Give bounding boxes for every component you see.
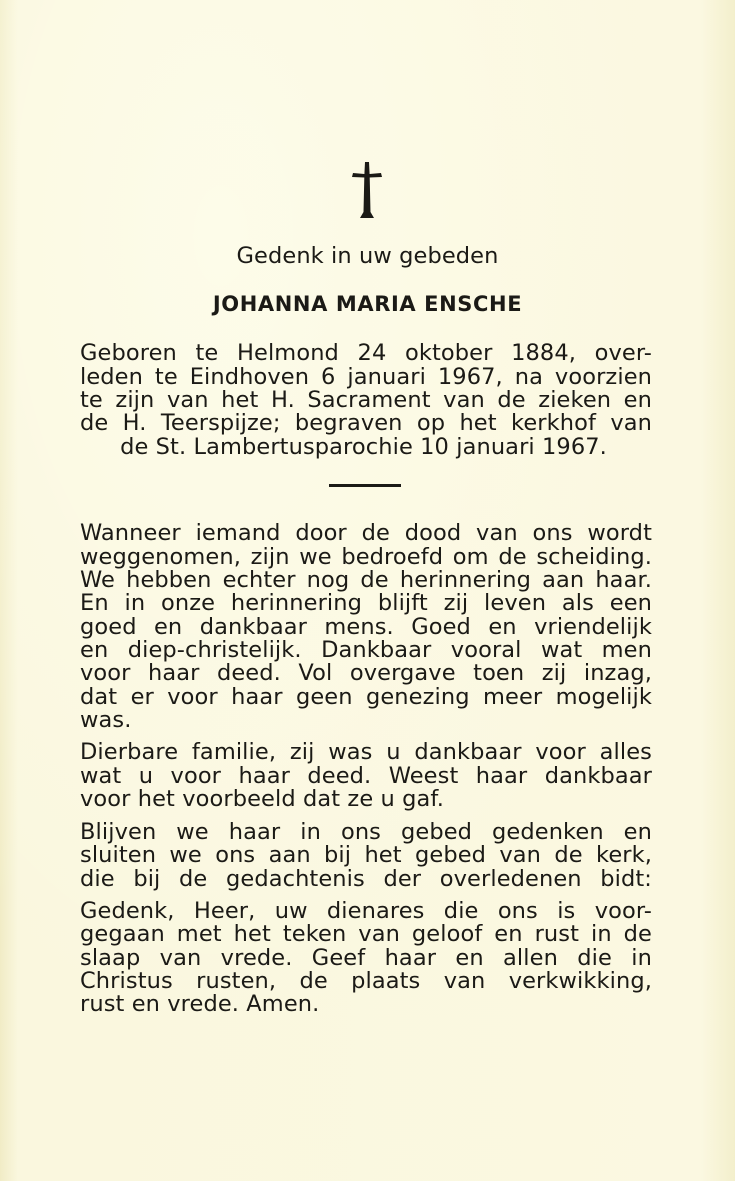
prayer-line: rust en vrede. Amen. xyxy=(80,991,320,1017)
paragraph-line: sluiten we ons aan bij het gebed van de kerk, xyxy=(80,842,652,868)
bio-line: de H. Teerspijze; begraven op het kerkhof van xyxy=(80,410,652,436)
prayer-line: slaap van vrede. Geef haar en allen die in xyxy=(80,945,652,971)
bio-line: Geboren te Helmond 24 oktober 1884, over- xyxy=(80,340,652,366)
paragraph-line: Wanneer iemand door de dood van ons wordt xyxy=(80,520,652,546)
bio-line: de St. Lambertusparochie 10 januari 1967. xyxy=(120,434,607,460)
paragraph-line: goed en dankbaar mens. Goed en vriendelijk xyxy=(80,614,652,640)
paragraph-line: voor het voorbeeld dat ze u gaf. xyxy=(80,786,445,812)
paragraph-line: en diep-christelijk. Dankbaar vooral wat men xyxy=(80,637,652,663)
bio-line: leden te Eindhoven 6 januari 1967, na voorzien xyxy=(80,364,652,390)
paragraph-line: We hebben echter nog de herinnering aan haar. xyxy=(80,567,652,593)
divider xyxy=(329,484,401,487)
paragraph-line: Dierbare familie, zij was u dankbaar voor alles xyxy=(80,739,652,765)
paragraph-line: En in onze herinnering blijft zij leven als een xyxy=(80,590,652,616)
prayer-line: Gedenk, Heer, uw dienares die ons is voor- xyxy=(80,898,652,924)
bio-line: te zijn van het H. Sacrament van de zieken en xyxy=(80,387,652,413)
heading: Gedenk in uw gebeden xyxy=(236,243,499,269)
cross-icon xyxy=(347,160,387,222)
deceased-name: JOHANNA MARIA ENSCHE xyxy=(212,292,523,316)
paragraph-line: dat er voor haar geen genezing meer mogelijk xyxy=(80,684,652,710)
paragraph-line: voor haar deed. Vol overgave toen zij inzag, xyxy=(80,660,652,686)
paragraph-line: die bij de gedachtenis der overledenen bidt: xyxy=(80,866,652,892)
paragraph-line: Blijven we haar in ons gebed gedenken en xyxy=(80,819,652,845)
paragraph-line: was. xyxy=(80,707,132,733)
paragraph-line: wat u voor haar deed. Weest haar dankbaar xyxy=(80,763,652,789)
prayer-line: Christus rusten, de plaats van verkwikking, xyxy=(80,968,652,994)
prayer-line: gegaan met het teken van geloof en rust in de xyxy=(80,921,652,947)
paragraph-line: weggenomen, zijn we bedroefd om de scheiding. xyxy=(80,544,652,570)
